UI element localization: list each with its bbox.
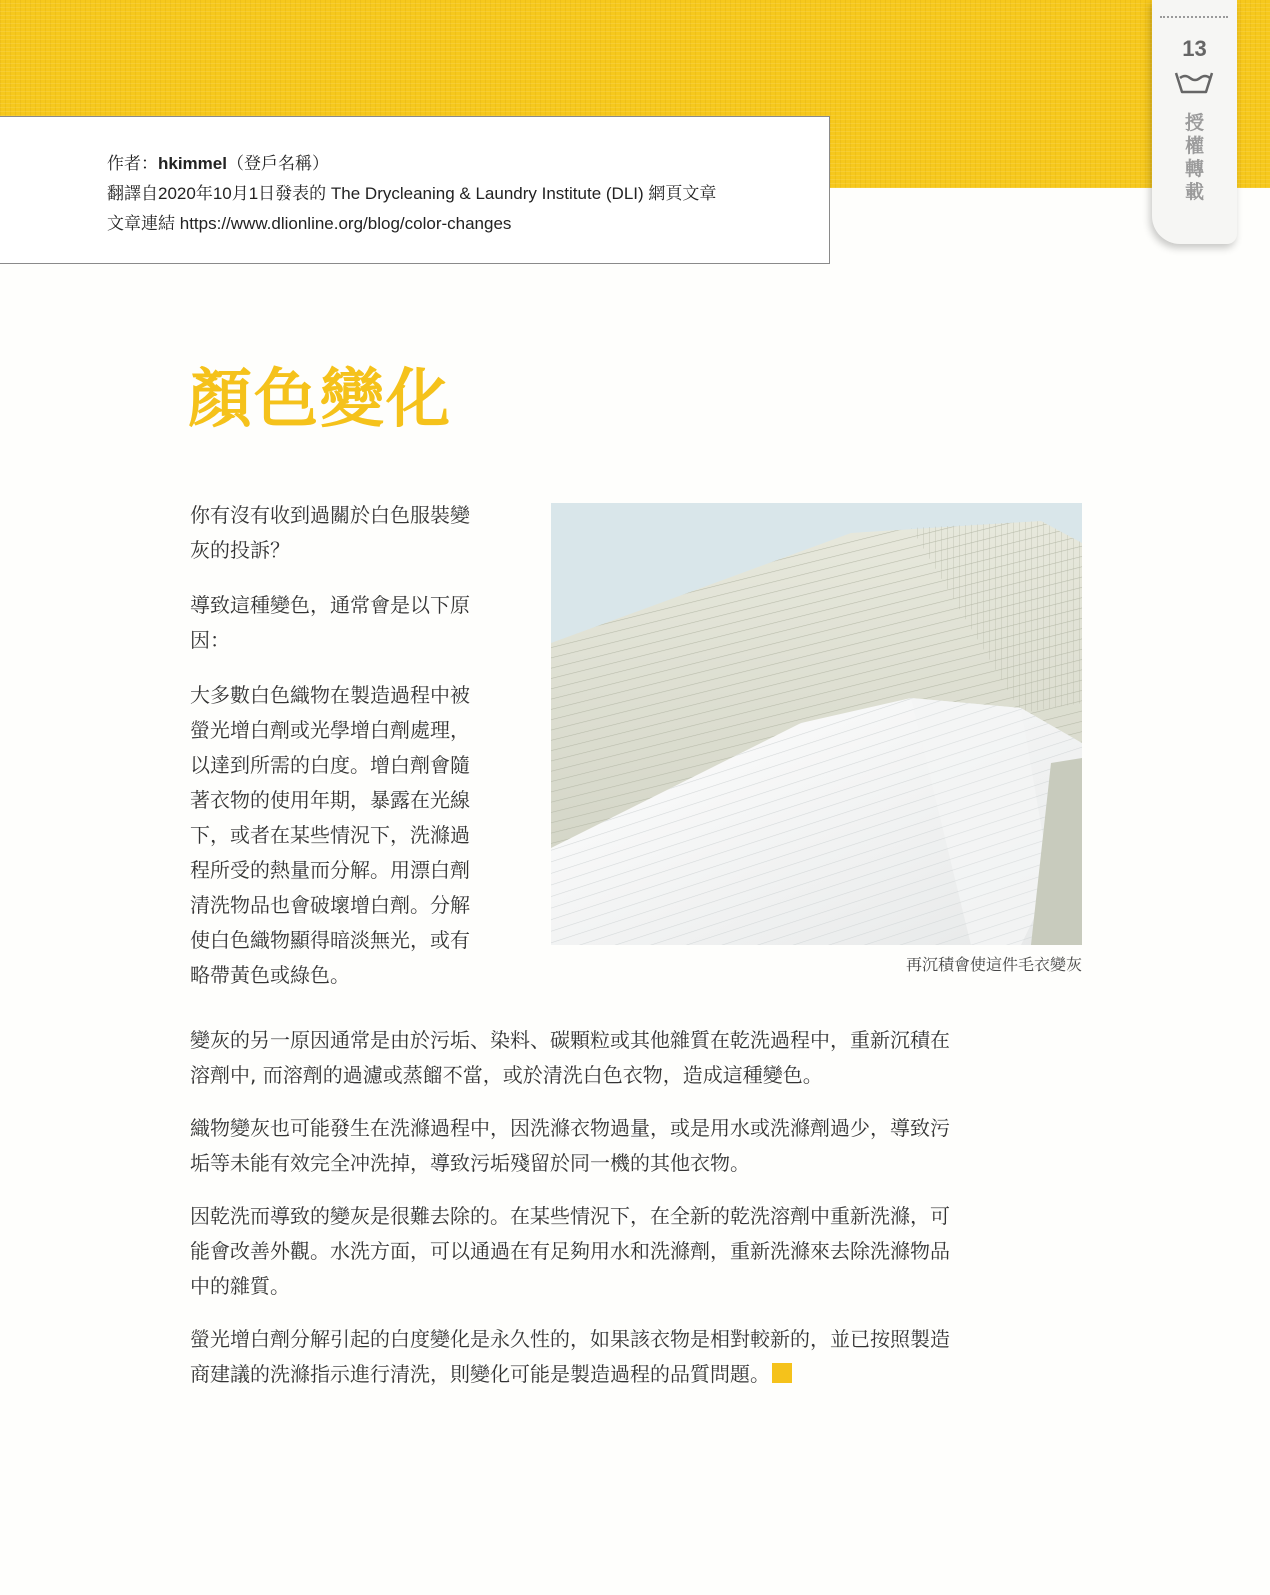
- page-number: 13: [1182, 36, 1207, 61]
- wash-tub-icon: [1174, 70, 1214, 96]
- redeposition-paragraph: 變灰的另一原因通常是由於污垢、染料、碳顆粒或其他雜質在乾洗過程中，重新沉積在溶劑中, 而溶劑的過濾或蒸餾不當，或於清洗白色衣物，造成這種變色。: [190, 1028, 950, 1087]
- reprint-label-char: 轉: [1184, 158, 1204, 180]
- page-tab: [1152, 0, 1237, 244]
- link-label: 文章連結: [107, 214, 180, 233]
- article-title: 顏色變化: [188, 363, 452, 437]
- reprint-label-char: 權: [1184, 135, 1204, 157]
- conclusion-text: 螢光增白劑分解引起的白度變化是永久性的，如果該衣物是相對較新的，並已按照製造商建議的洗滌指示進行清洗，則變化可能是製造過程的品質問題。: [190, 1327, 950, 1386]
- brightener-paragraph: 大多數白色織物在製造過程中被螢光增白劑或光學增白劑處理，以達到所需的白度。增白劑會隨著衣物的使用年期，暴露在光線下，或者在某些情況下，洗滌過程所受的熱量而分解。用漂白劑清洗物品也會破壞增白劑。分解使白色織物顯得暗淡無光，或有略帶黃色或綠色。: [190, 683, 470, 987]
- author-note: （登戶名稱）: [226, 154, 329, 173]
- overload-paragraph: 織物變灰也可能發生在洗滌過程中，因洗滌衣物過量，或是用水或洗滌劑過少，導致污垢等未能有效完全冲洗掉，導致污垢殘留於同一機的其他衣物。: [190, 1116, 950, 1175]
- removal-paragraph: 因乾洗而導致的變灰是很難去除的。在某些情況下，在全新的乾洗溶劑中重新洗滌，可能會改善外觀。水洗方面，可以通過在有足夠用水和洗滌劑，重新洗滌來去除洗滌物品中的雜質。: [190, 1204, 950, 1298]
- conclusion-paragraph: [190, 1322, 950, 1392]
- reprint-label-char: 載: [1184, 181, 1204, 203]
- intro-question: 你有沒有收到過關於白色服裝變灰的投訴？: [190, 503, 470, 562]
- sweater-photo: [551, 503, 1082, 945]
- photo-caption: 再沉積會使這件毛衣變灰: [905, 955, 1082, 974]
- article-link[interactable]: https://www.dlionline.org/blog/color-changes: [179, 214, 512, 233]
- author-line: [107, 149, 329, 174]
- sweater-illustration: [551, 503, 1082, 945]
- end-mark: [772, 1363, 792, 1383]
- translation-note: 翻譯自2020年10月1日發表的 The Drycleaning & Laundry Institute (DLI) 網頁文章: [107, 184, 717, 203]
- source-credit-box: [0, 116, 830, 264]
- author-name: hkimmel: [158, 154, 227, 173]
- reprint-label: [1152, 112, 1237, 204]
- reprint-label-char: 授: [1184, 112, 1204, 134]
- article-link-line: [107, 209, 511, 234]
- author-label: 作者：: [107, 154, 158, 173]
- cause-intro: 導致這種變色，通常會是以下原因：: [190, 593, 470, 652]
- stitch-dots: [1160, 16, 1228, 24]
